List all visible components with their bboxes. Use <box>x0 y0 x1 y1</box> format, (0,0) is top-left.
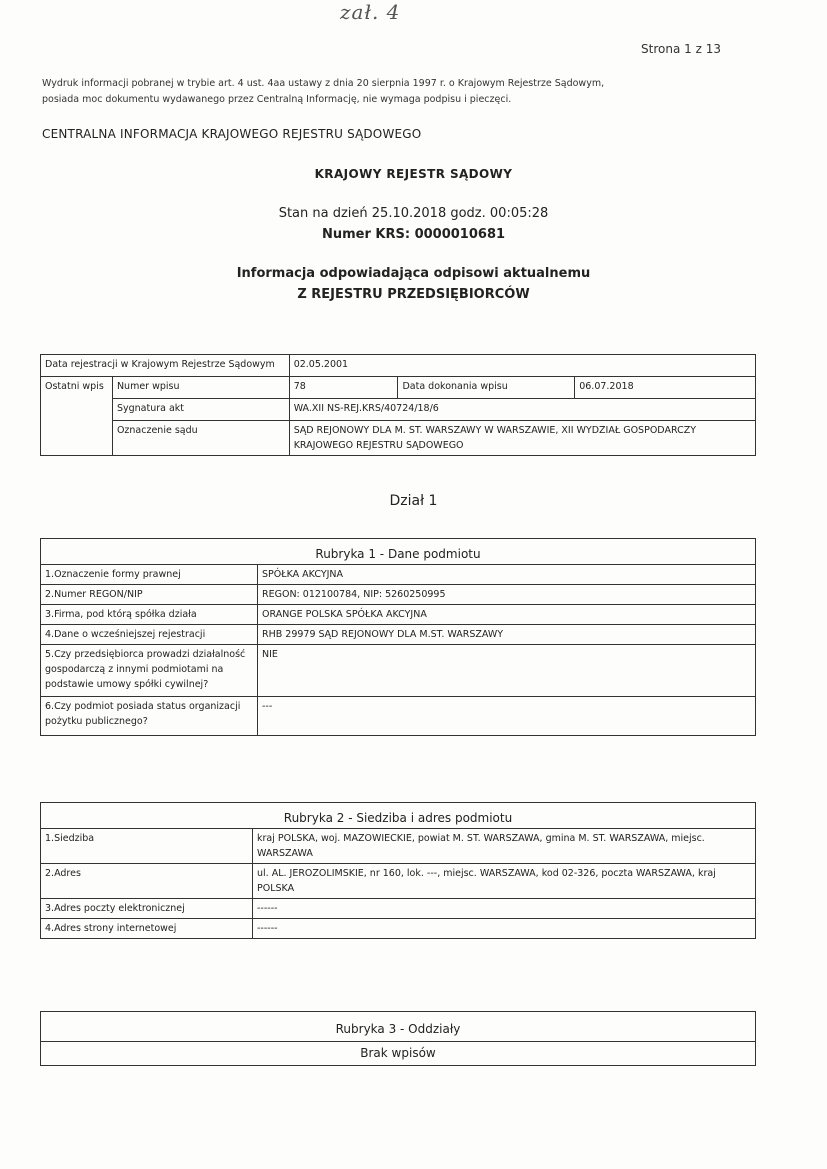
row-label: 1.Siedziba <box>41 829 253 864</box>
row-label-line: pożytku publicznego? <box>45 716 148 727</box>
row-label: 4.Dane o wcześniejszej rejestracji <box>41 625 258 645</box>
rubryka-3-table <box>40 1011 756 1066</box>
table-row <box>41 565 756 585</box>
signature-value: WA.XII NS-REJ.KRS/40724/18/6 <box>289 399 755 421</box>
row-value-line: POLSKA <box>257 883 295 894</box>
rubryka-3-title: Rubryka 3 - Oddziały <box>41 1012 756 1042</box>
court-row <box>41 421 756 456</box>
table-row <box>41 899 756 919</box>
rubryka-3-body-row <box>41 1042 756 1066</box>
row-label: 1.Oznaczenie formy prawnej <box>41 565 258 585</box>
row-value: ------ <box>253 899 756 919</box>
row-value: NIE <box>258 645 756 697</box>
row-label: 2.Numer REGON/NIP <box>41 585 258 605</box>
rubryka-1-header-row <box>41 539 756 565</box>
row-label <box>41 645 258 697</box>
rubryka-2-title: Rubryka 2 - Siedziba i adres podmiotu <box>41 803 756 829</box>
row-label-line: gospodarczą z innymi podmiotami na <box>45 664 224 675</box>
registration-date-value: 02.05.2001 <box>289 355 755 377</box>
court-label: Oznaczenie sądu <box>112 421 289 456</box>
rubryka-1-table <box>40 538 756 736</box>
court-value-line-1: SĄD REJONOWY DLA M. ST. WARSZAWY W WARSZAWIE, XII WYDZIAŁ GOSPODARCZY <box>293 425 697 436</box>
row-value-line: WARSZAWA <box>257 848 313 859</box>
table-row <box>41 585 756 605</box>
row-value: --- <box>258 697 756 736</box>
row-value: REGON: 012100784, NIP: 5260250995 <box>258 585 756 605</box>
row-label: 3.Firma, pod którą spółka działa <box>41 605 258 625</box>
last-entry-label: Ostatni wpis <box>41 377 113 456</box>
row-label: 4.Adres strony internetowej <box>41 919 253 939</box>
row-value-line: kraj POLSKA, woj. MAZOWIECKIE, powiat M. ST. WARSZAWA, gmina M. ST. WARSZAWA, miejsc. <box>257 833 705 844</box>
rubryka-2-header-row <box>41 803 756 829</box>
row-value <box>253 829 756 864</box>
table-row <box>41 697 756 736</box>
table-row <box>41 605 756 625</box>
disclaimer-line-1: Wydruk informacji pobranej w trybie art. 4 ust. 4aa ustawy z dnia 20 sierpnia 1997 r. o Krajowym Rejestrze Sądowym, <box>42 78 605 89</box>
row-value <box>253 864 756 899</box>
table-row <box>41 829 756 864</box>
info-title-2: Z REJESTRU PRZEDSIĘBIORCÓW <box>297 287 530 302</box>
krs-number: Numer KRS: 0000010681 <box>321 227 506 242</box>
register-title: KRAJOWY REJESTR SĄDOWY <box>314 167 513 181</box>
info-title-1: Informacja odpowiadająca odpisowi aktualnemu <box>236 266 591 281</box>
entry-number-value: 78 <box>289 377 398 399</box>
registration-date-row <box>41 355 756 377</box>
signature-label: Sygnatura akt <box>112 399 289 421</box>
state-line: Stan na dzień 25.10.2018 godz. 00:05:28 <box>278 206 549 221</box>
court-value-line-2: KRAJOWEGO REJESTRU SĄDOWEGO <box>293 440 464 451</box>
rubryka-2-table <box>40 802 756 939</box>
row-label-line: 5.Czy przedsiębiorca prowadzi działalność <box>45 649 246 660</box>
table-row <box>41 864 756 899</box>
registration-table <box>40 354 756 456</box>
signature-row <box>41 399 756 421</box>
row-label: 3.Adres poczty elektronicznej <box>41 899 253 919</box>
row-label-line: 6.Czy podmiot posiada status organizacji <box>45 701 241 712</box>
table-row <box>41 919 756 939</box>
rubryka-3-body: Brak wpisów <box>41 1042 756 1066</box>
row-value: ------ <box>253 919 756 939</box>
entry-date-label: Data dokonania wpisu <box>398 377 575 399</box>
entry-date-value: 06.07.2018 <box>575 377 756 399</box>
row-value: SPÓŁKA AKCYJNA <box>258 565 756 585</box>
row-value: ORANGE POLSKA SPÓŁKA AKCYJNA <box>258 605 756 625</box>
section-title: Dział 1 <box>389 493 438 509</box>
rubryka-3-header-row <box>41 1012 756 1042</box>
table-row <box>41 645 756 697</box>
disclaimer <box>42 76 604 108</box>
rubryka-1-title: Rubryka 1 - Dane podmiotu <box>41 539 756 565</box>
table-row <box>41 625 756 645</box>
handwritten-note: zał. 4 <box>340 0 401 24</box>
row-label: 2.Adres <box>41 864 253 899</box>
disclaimer-line-2: posiada moc dokumentu wydawanego przez Centralną Informację, nie wymaga podpisu i pieczęci. <box>42 94 512 105</box>
row-label-line: podstawie umowy spółki cywilnej? <box>45 679 209 690</box>
page-number: Strona 1 z 13 <box>641 42 721 56</box>
entry-number-row <box>41 377 756 399</box>
central-header: CENTRALNA INFORMACJA KRAJOWEGO REJESTRU SĄDOWEGO <box>42 127 422 141</box>
registration-date-label: Data rejestracji w Krajowym Rejestrze Sądowym <box>41 355 290 377</box>
row-label <box>41 697 258 736</box>
court-value <box>289 421 755 456</box>
row-value-line: ul. AL. JEROZOLIMSKIE, nr 160, lok. ---, miejsc. WARSZAWA, kod 02-326, poczta WARSZAWA, kraj <box>257 868 716 879</box>
row-value: RHB 29979 SĄD REJONOWY DLA M.ST. WARSZAWY <box>258 625 756 645</box>
entry-number-label: Numer wpisu <box>112 377 289 399</box>
